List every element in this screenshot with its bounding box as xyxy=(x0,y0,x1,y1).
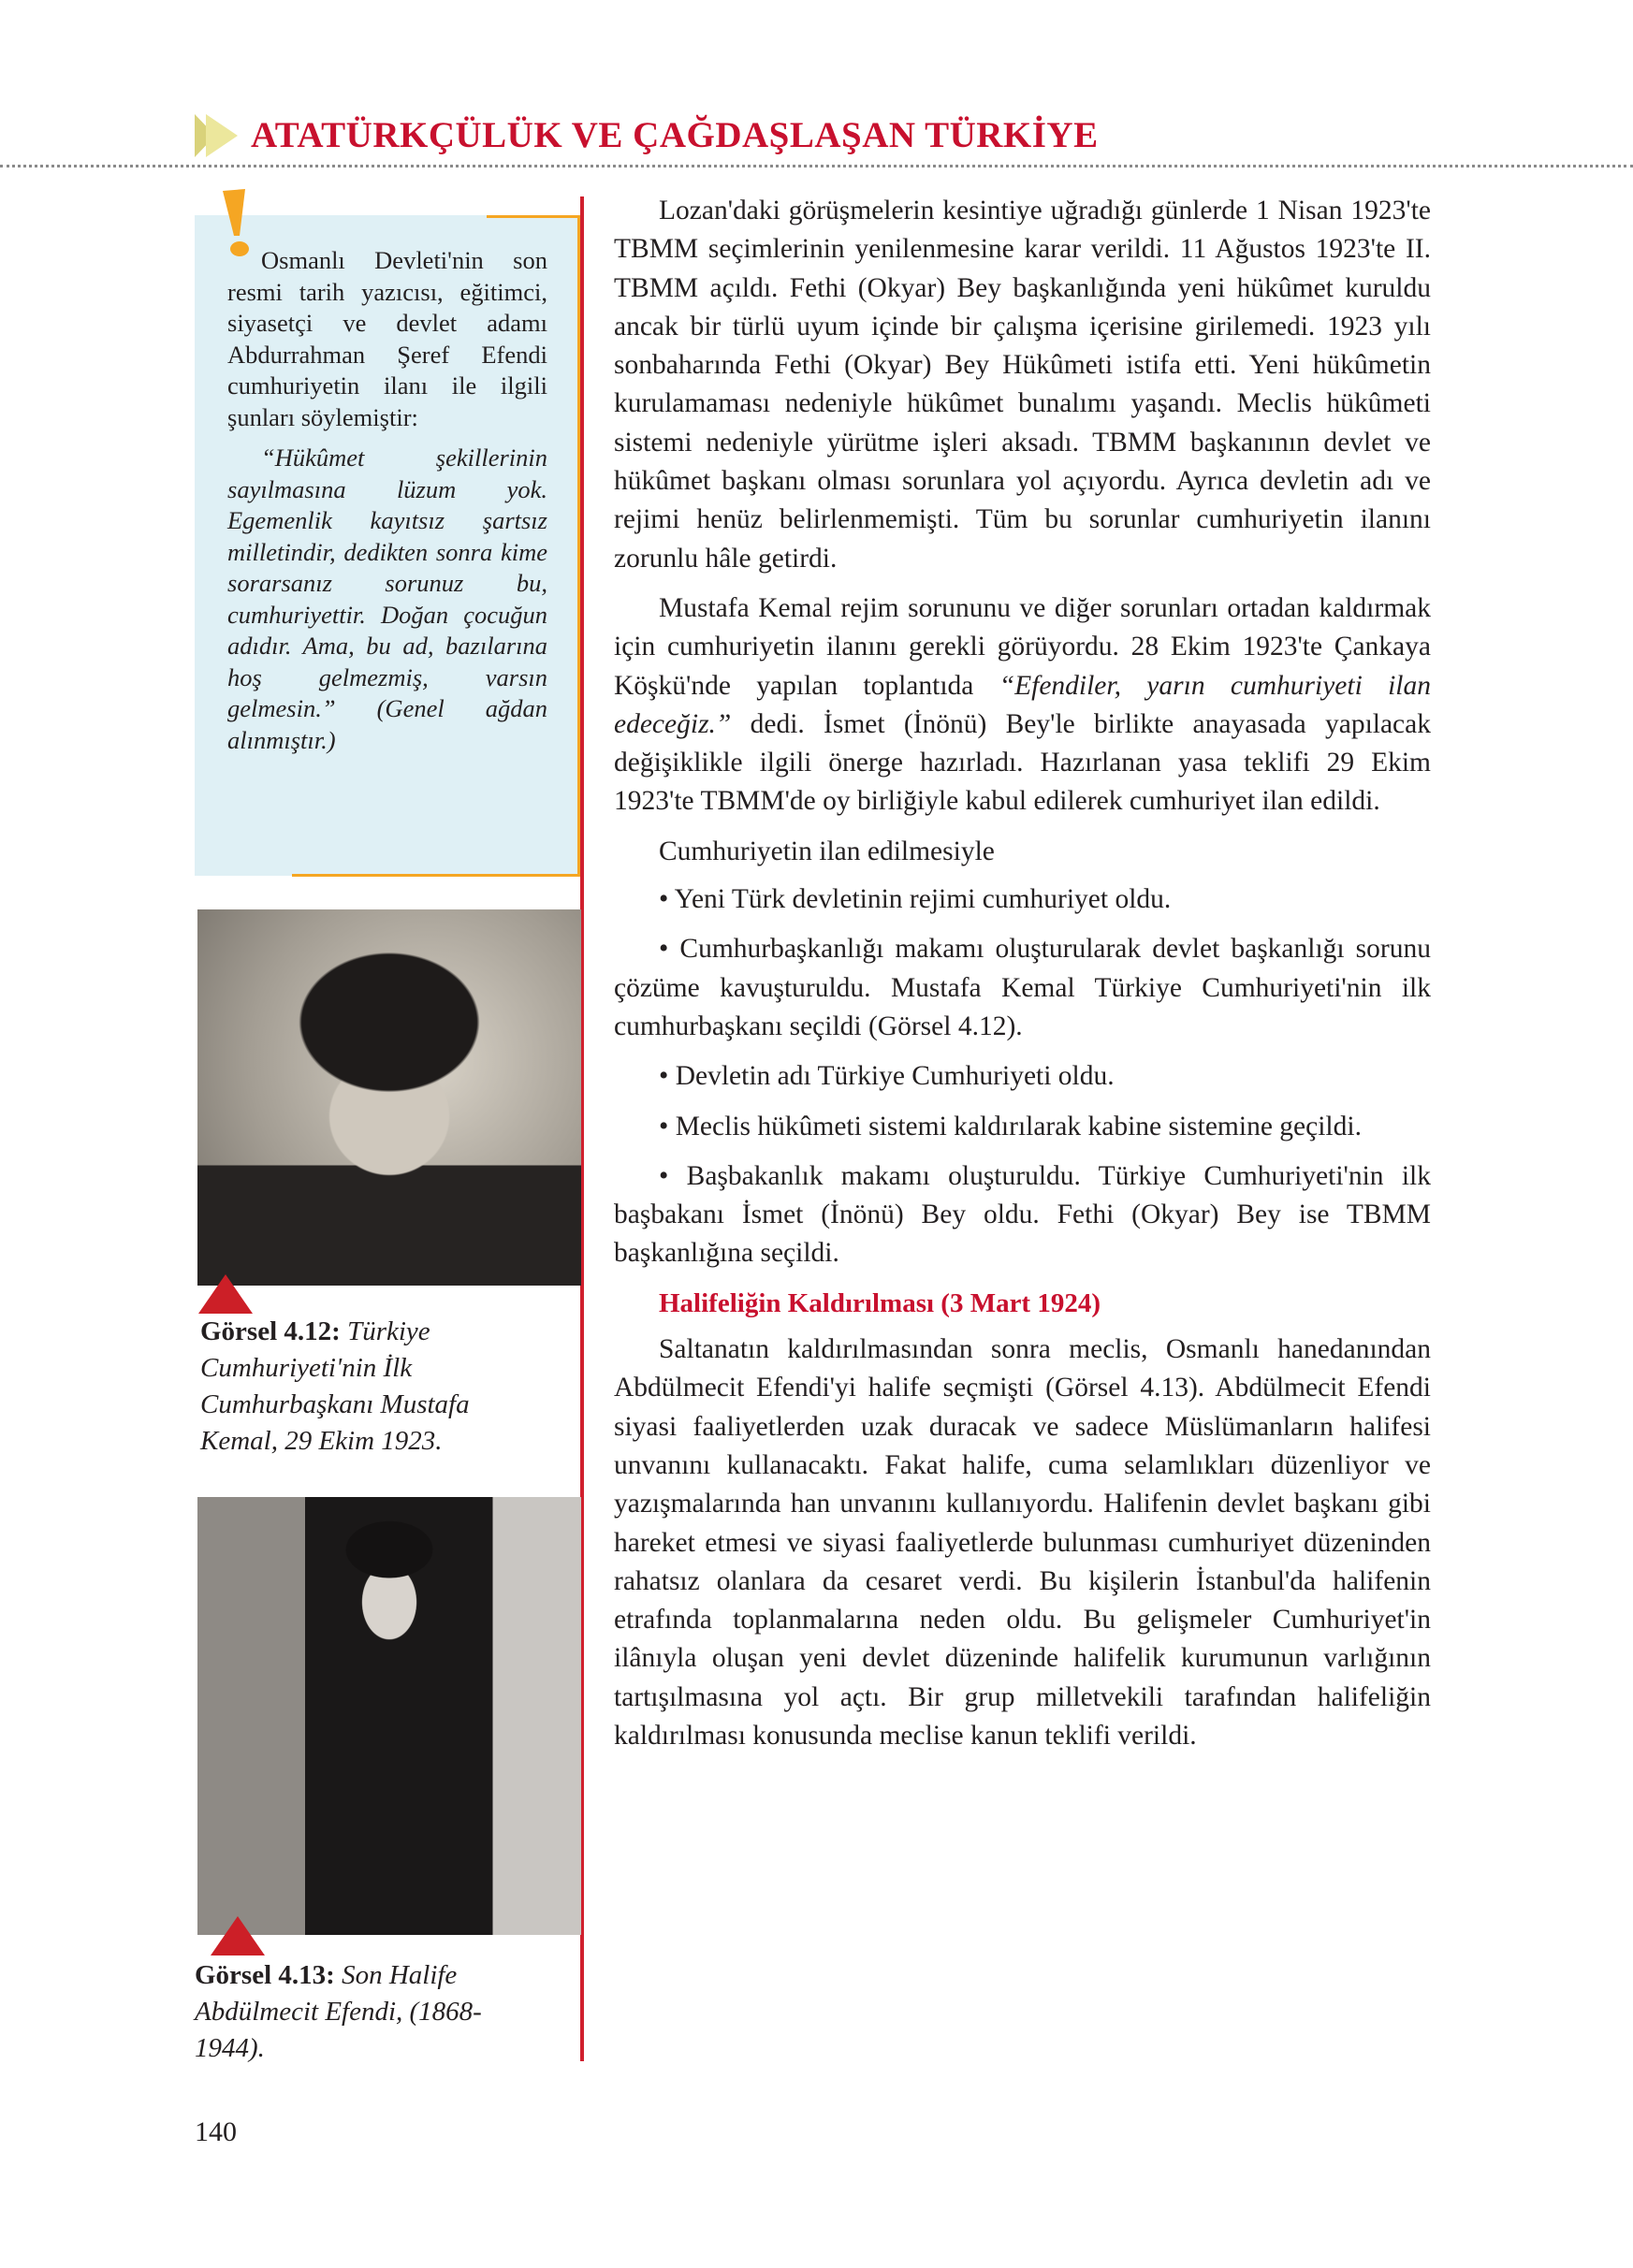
info-box-border-bottom xyxy=(292,874,580,877)
list-item: • Devletin adı Türkiye Cumhuriyeti oldu. xyxy=(659,1061,1115,1092)
caption-marker-icon xyxy=(198,1274,253,1314)
dotted-divider xyxy=(0,165,1633,167)
info-box-text xyxy=(227,245,547,756)
list-item: • Yeni Türk devletinin rejimi cumhuriyet oldu. xyxy=(659,884,1172,915)
page-header xyxy=(0,0,1633,168)
double-arrow-icon xyxy=(195,114,251,157)
paragraph: Lozan'daki görüşmelerin kesintiye uğradığı günlerde 1 Nisan 1923'te TBMM seçimlerinin yenilenmesine karar verildi. 11 Ağustos 1923'te II. TBMM açıldı. Fethi (Okyar) Bey başkanlığında yeni hükûmet kuruldu ancak bir türlü uyum içinde bir çalışma içerisine girilemedi. 1923 yılı sonbaharında Fethi (Okyar) Bey Hükûmeti istifa etti. Yeni hükûmetin kurulamaması nedeniyle hükûmet bunalımı yaşandı. Meclis hükûmeti sistemi nedeniyle yürütme işleri aksadı. TBMM başkanının devlet ve hükûmet başkanı olması sorunlara yol açıyordu. Ayrıca devletin adı ve rejimi henüz belirlenmemişti. Tüm bu sorunlar cumhuriyetin ilanını zorunlu hâle getirdi. xyxy=(614,196,1431,574)
info-quote: “Hükûmet şekillerinin sayılmasına lüzum yok. Egemenlik kayıtsız şartsız milletindir, dedikten sonra kime sorarsanız sorunuz bu, cumhuriyettir. Doğan çocuğun adıdır. Ama, bu ad, bazılarına hoş gelmezmiş, varsın gelmesin.” (Genel ağdan alınmıştır.) xyxy=(227,443,547,754)
figure-caption-text: Son Halife Abdülmecit Efendi, (1868-1944). xyxy=(195,1960,482,2063)
figure-4-12-photo xyxy=(197,909,581,1286)
quote: “Efendiler, yarın cumhuriyeti ilan edeceğiz.” xyxy=(614,670,1432,739)
paragraph: Mustafa Kemal rejim sorununu ve diğer sorunları ortadan kaldırmak için cumhuriyetin ilanını gerekli görüyordu. 28 Ekim 1923'te Çankaya Köşkü'nde yapılan toplantıda “Efendiler, yarın cumhuriyeti ilan edeceğiz.” dedi. İsmet (İnönü) Bey'le birlikte anayasada yapılacak değişiklikle ilgili önerge hazırladı. Hazırlanan yasa teklifi 29 Ekim 1923'te TBMM'de oy birliğiyle kabul edilerek cumhuriyet ilan edildi. xyxy=(614,592,1432,817)
figure-4-12-caption xyxy=(200,1314,537,1460)
section-heading: Halifeliğin Kaldırılması (3 Mart 1924) xyxy=(659,1287,1101,1318)
info-box-border-right xyxy=(577,215,580,876)
list-item: • Meclis hükûmeti sistemi kaldırılarak kabine sistemine geçildi. xyxy=(659,1111,1362,1141)
list-item: • Cumhurbaşkanlığı makamı oluşturularak devlet başkanlığı sorunu çözüme kavuşturuldu. Mustafa Kemal Türkiye Cumhuriyeti'nin ilk cumhurbaşkanı seçildi (Görsel 4.12). xyxy=(614,934,1431,1041)
caption-marker-icon xyxy=(211,1916,265,1955)
info-box-border-top xyxy=(487,215,580,218)
main-text-column xyxy=(614,192,1431,1766)
figure-4-13-photo xyxy=(197,1497,581,1935)
figure-label: Görsel 4.13: xyxy=(195,1960,335,1990)
info-intro: Osmanlı Devleti'nin son resmi tarih yazıcısı, eğitimci, siyasetçi ve devlet adamı Abdurrahman Şeref Efendi cumhuriyetin ilanı ile ilgili şunları söylemiştir: xyxy=(227,246,547,431)
figure-4-13-caption xyxy=(195,1957,550,2067)
list-item: • Başbakanlık makamı oluşturuldu. Türkiye Cumhuriyeti'nin ilk başbakanı İsmet (İnönü) Bey oldu. Fethi (Okyar) Bey ise TBMM başkanlığına seçildi. xyxy=(614,1160,1431,1269)
list-lead: Cumhuriyetin ilan edilmesiyle xyxy=(659,836,995,866)
figure-caption-text: Türkiye Cumhuriyeti'nin İlk Cumhurbaşkanı Mustafa Kemal, 29 Ekim 1923. xyxy=(200,1316,470,1456)
chapter-title: ATATÜRKÇÜLÜK VE ÇAĞDAŞLAŞAN TÜRKİYE xyxy=(251,115,1099,155)
figure-label: Görsel 4.12: xyxy=(200,1316,341,1346)
page-number: 140 xyxy=(195,2116,237,2147)
paragraph: Saltanatın kaldırılmasından sonra meclis, Osmanlı hanedanından Abdülmecit Efendi'yi halife seçmişti (Görsel 4.13). Abdülmecit Efendi siyasi faaliyetlerden uzak duracak ve sadece Müslümanların halifesi unvanını kullanacaktı. Fakat halife, cuma selamlıkları düzenliyor ve yazışmalarında han unvanını kullanıyordu. Halifenin devlet başkanı gibi hareket etmesi ve siyasi faaliyetlerde bulunması cumhuriyet düzeninden rahatsız olanlara da cesaret verdi. Bu kişilerin İstanbul'da halifenin etrafında toplanmalarına neden oldu. Bu gelişmeler Cumhuriyet'in ilânıyla oluşan yeni devlet düzeninde halifelik kurumunun varlığının tartışılmasına yol açtı. Bir grup milletvekili tarafından halifeliğin kaldırılması konusunda meclise kanun teklifi verildi. xyxy=(614,1334,1431,1751)
